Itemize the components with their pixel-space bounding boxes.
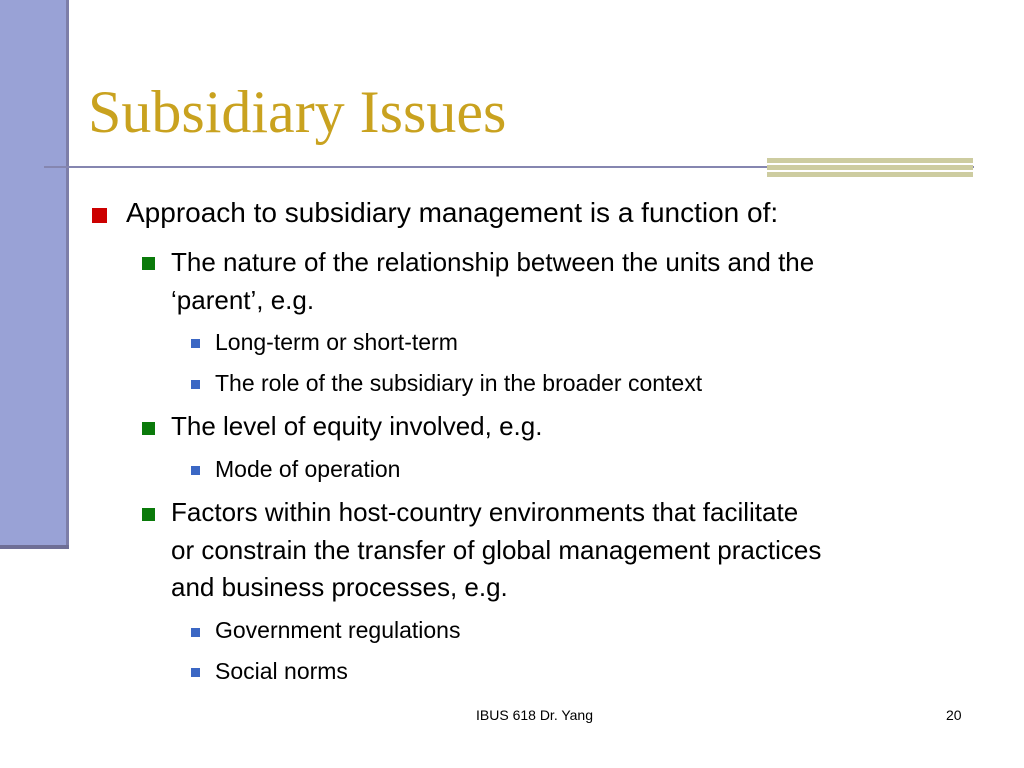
bullet-level2-marker (142, 508, 155, 521)
bullet-level2-text: The nature of the relationship between the units and the (171, 247, 815, 277)
bullet-level3-marker (191, 628, 200, 637)
slide-title: Subsidiary Issues (88, 79, 507, 145)
footer-course-label: IBUS 618 Dr. Yang (476, 707, 593, 723)
bullet-level3-text: Mode of operation (215, 456, 401, 482)
bullet-level2-marker (142, 257, 155, 270)
bullet-level2-text: Factors within host-country environments that facilitate (171, 497, 799, 527)
bullet-level1-marker (92, 208, 107, 223)
bullet-level2-text-continued: or constrain the transfer of global management practices (171, 535, 822, 565)
slide-number: 20 (946, 707, 962, 723)
bullet-level2-text: The level of equity involved, e.g. (171, 411, 543, 441)
bullet-level2-marker (142, 422, 155, 435)
bullet-level3-marker (191, 668, 200, 677)
bullet-level1-text: Approach to subsidiary management is a function of: (126, 197, 779, 228)
bullet-level3-text: The role of the subsidiary in the broader context (215, 370, 703, 396)
bullet-level3-marker (191, 380, 200, 389)
bullet-level3-text: Government regulations (215, 617, 461, 643)
bullet-level2-text-continued: and business processes, e.g. (171, 572, 508, 602)
bullet-level2-text-continued: ‘parent’, e.g. (171, 285, 315, 315)
bullet-level3-marker (191, 339, 200, 348)
bullet-level3-text: Social norms (215, 658, 348, 684)
bullet-level3-marker (191, 466, 200, 475)
bullet-level3-text: Long-term or short-term (215, 329, 458, 355)
